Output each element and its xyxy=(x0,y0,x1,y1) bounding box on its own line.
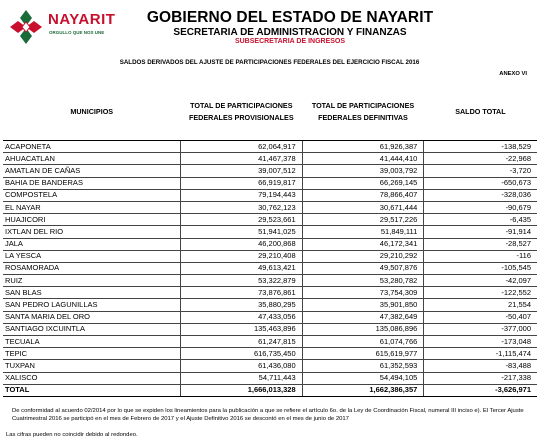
total-provisionales: 1,666,013,328 xyxy=(180,384,302,396)
saldo-value: -650,673 xyxy=(424,177,537,189)
table-row xyxy=(3,287,537,299)
legal-note: De conformidad al acuerdo 02/2014 por lo que se expiden los lineamientos para la publicación a que se refiere el artículo 6o. de la Ley de Coordinación Fiscal, numeral III inciso e). El Tercer Ajuste Cuatrimestral 2016 se participó en el mes de Febrero de 2017 y el Ajuste Definitivo 2016 se descontó en el mes de junio de 2017 xyxy=(12,408,524,423)
saldo-value: -3,720 xyxy=(424,165,537,177)
definitiva-value: 66,269,145 xyxy=(302,177,424,189)
municipio-name: ROSAMORADA xyxy=(3,262,180,274)
municipio-name: TUXPAN xyxy=(3,360,180,372)
municipio-name: SANTIAGO IXCUINTLA xyxy=(3,323,180,335)
saldo-value: -90,679 xyxy=(424,201,537,213)
provisional-value: 61,247,815 xyxy=(180,336,302,348)
saldo-value: -50,407 xyxy=(424,311,537,323)
definitiva-value: 47,382,649 xyxy=(302,311,424,323)
saldo-value: -28,527 xyxy=(424,238,537,250)
table-row xyxy=(3,201,537,213)
provisional-value: 51,941,025 xyxy=(180,226,302,238)
definitiva-value: 54,494,105 xyxy=(302,372,424,384)
table-row xyxy=(3,262,537,274)
table-row xyxy=(3,323,537,335)
table-row xyxy=(3,336,537,348)
table-row xyxy=(3,226,537,238)
saldo-value: -105,545 xyxy=(424,262,537,274)
municipio-name: RUIZ xyxy=(3,275,180,287)
definitiva-value: 39,003,792 xyxy=(302,165,424,177)
municipio-name: BAHIA DE BANDERAS xyxy=(3,177,180,189)
provisional-value: 29,523,661 xyxy=(180,214,302,226)
municipio-name: ACAPONETA xyxy=(3,141,180,153)
definitiva-value: 41,444,410 xyxy=(302,153,424,165)
saldo-value: -42,097 xyxy=(424,275,537,287)
definitiva-value: 51,849,111 xyxy=(302,226,424,238)
saldo-value: -1,115,474 xyxy=(424,348,537,360)
definitiva-value: 46,172,341 xyxy=(302,238,424,250)
provisional-value: 135,463,896 xyxy=(180,323,302,335)
saldo-value: -22,968 xyxy=(424,153,537,165)
table-row xyxy=(3,177,537,189)
municipio-name: IXTLAN DEL RIO xyxy=(3,226,180,238)
provisional-value: 41,467,378 xyxy=(180,153,302,165)
provisional-value: 61,436,080 xyxy=(180,360,302,372)
municipio-name: TEPIC xyxy=(3,348,180,360)
definitiva-value: 61,926,387 xyxy=(302,141,424,153)
saldo-value: -116 xyxy=(424,250,537,262)
definitiva-value: 135,086,896 xyxy=(302,323,424,335)
total-saldo: -3,626,971 xyxy=(424,384,537,396)
total-row xyxy=(3,384,537,396)
definitiva-value: 615,619,977 xyxy=(302,348,424,360)
municipio-name: SAN PEDRO LAGUNILLAS xyxy=(3,299,180,311)
table-row xyxy=(3,238,537,250)
saldo-value: -83,488 xyxy=(424,360,537,372)
saldo-value: -6,435 xyxy=(424,214,537,226)
provisional-value: 616,735,450 xyxy=(180,348,302,360)
table-row xyxy=(3,153,537,165)
table-row xyxy=(3,372,537,384)
total-label: TOTAL xyxy=(3,384,180,396)
definitiva-value: 29,210,292 xyxy=(302,250,424,262)
header-saldo: SALDO TOTAL xyxy=(424,84,537,141)
table-row xyxy=(3,299,537,311)
provisional-value: 47,433,056 xyxy=(180,311,302,323)
table-row xyxy=(3,275,537,287)
header-municipios: MUNICIPIOS xyxy=(3,84,180,141)
document-subtitle: SALDOS DERIVADOS DEL AJUSTE DE PARTICIPACIONES FEDERALES DEL EJERCICIO FISCAL 2016 xyxy=(119,59,420,66)
definitiva-value: 73,754,309 xyxy=(302,287,424,299)
provisional-value: 79,194,443 xyxy=(180,189,302,201)
municipio-name: JALA xyxy=(3,238,180,250)
municipio-name: XALISCO xyxy=(3,372,180,384)
definitiva-value: 78,866,407 xyxy=(302,189,424,201)
municipio-name: COMPOSTELA xyxy=(3,189,180,201)
provisional-value: 73,876,861 xyxy=(180,287,302,299)
provisional-value: 30,762,123 xyxy=(180,201,302,213)
municipio-name: LA YESCA xyxy=(3,250,180,262)
provisional-value: 53,322,879 xyxy=(180,275,302,287)
saldo-value: -122,552 xyxy=(424,287,537,299)
provisional-value: 49,613,421 xyxy=(180,262,302,274)
saldo-value: 21,554 xyxy=(424,299,537,311)
definitiva-value: 35,901,850 xyxy=(302,299,424,311)
definitiva-value: 30,671,444 xyxy=(302,201,424,213)
table-row xyxy=(3,214,537,226)
participaciones-table xyxy=(3,84,537,397)
table-row xyxy=(3,141,537,153)
provisional-value: 54,711,443 xyxy=(180,372,302,384)
logo-wordmark: NAYARIT xyxy=(48,11,116,28)
header-provisionales: TOTAL DE PARTICIPACIONES FEDERALES PROVISIONALES xyxy=(180,84,302,141)
municipio-name: TECUALA xyxy=(3,336,180,348)
provisional-value: 62,064,917 xyxy=(180,141,302,153)
table-row xyxy=(3,348,537,360)
header-definitivas: TOTAL DE PARTICIPACIONES FEDERALES DEFINITIVAS xyxy=(302,84,424,141)
municipio-name: EL NAYAR xyxy=(3,201,180,213)
provisional-value: 29,210,408 xyxy=(180,250,302,262)
definitiva-value: 53,280,782 xyxy=(302,275,424,287)
saldo-value: -173,048 xyxy=(424,336,537,348)
saldo-value: -328,036 xyxy=(424,189,537,201)
nayarit-logo xyxy=(6,6,124,48)
definitiva-value: 61,352,593 xyxy=(302,360,424,372)
provisional-value: 35,880,295 xyxy=(180,299,302,311)
municipio-name: SAN BLAS xyxy=(3,287,180,299)
definitiva-value: 49,507,876 xyxy=(302,262,424,274)
municipio-name: SANTA MARIA DEL ORO xyxy=(3,311,180,323)
anexo-label: ANEXO VI xyxy=(499,71,527,77)
subsecretaria-heading: SUBSECRETARIA DE INGRESOS xyxy=(234,38,346,45)
logo-tagline: ORGULLO QUE NOS UNE xyxy=(49,30,105,35)
definitiva-value: 61,074,766 xyxy=(302,336,424,348)
definitiva-value: 29,517,226 xyxy=(302,214,424,226)
saldo-value: -217,338 xyxy=(424,372,537,384)
table-row xyxy=(3,250,537,262)
table-row xyxy=(3,165,537,177)
saldo-value: -377,000 xyxy=(424,323,537,335)
secretaria-heading: SECRETARIA DE ADMINISTRACION Y FINANZAS xyxy=(173,27,407,38)
nayarit-emblem-icon xyxy=(6,8,46,46)
table-row xyxy=(3,360,537,372)
page-title: GOBIERNO DEL ESTADO DE NAYARIT xyxy=(146,9,434,26)
provisional-value: 66,919,817 xyxy=(180,177,302,189)
provisional-value: 46,200,868 xyxy=(180,238,302,250)
saldo-value: -91,914 xyxy=(424,226,537,238)
municipio-name: HUAJICORI xyxy=(3,214,180,226)
table-body xyxy=(3,141,537,385)
rounding-note: Las cifras pueden no coincidir debido al redondeo. xyxy=(6,432,138,438)
table-row xyxy=(3,189,537,201)
saldo-value: -138,529 xyxy=(424,141,537,153)
municipio-name: AMATLAN DE CAÑAS xyxy=(3,165,180,177)
total-definitivas: 1,662,386,357 xyxy=(302,384,424,396)
municipio-name: AHUACATLAN xyxy=(3,153,180,165)
provisional-value: 39,007,512 xyxy=(180,165,302,177)
table-header-row xyxy=(3,84,537,141)
table-row xyxy=(3,311,537,323)
